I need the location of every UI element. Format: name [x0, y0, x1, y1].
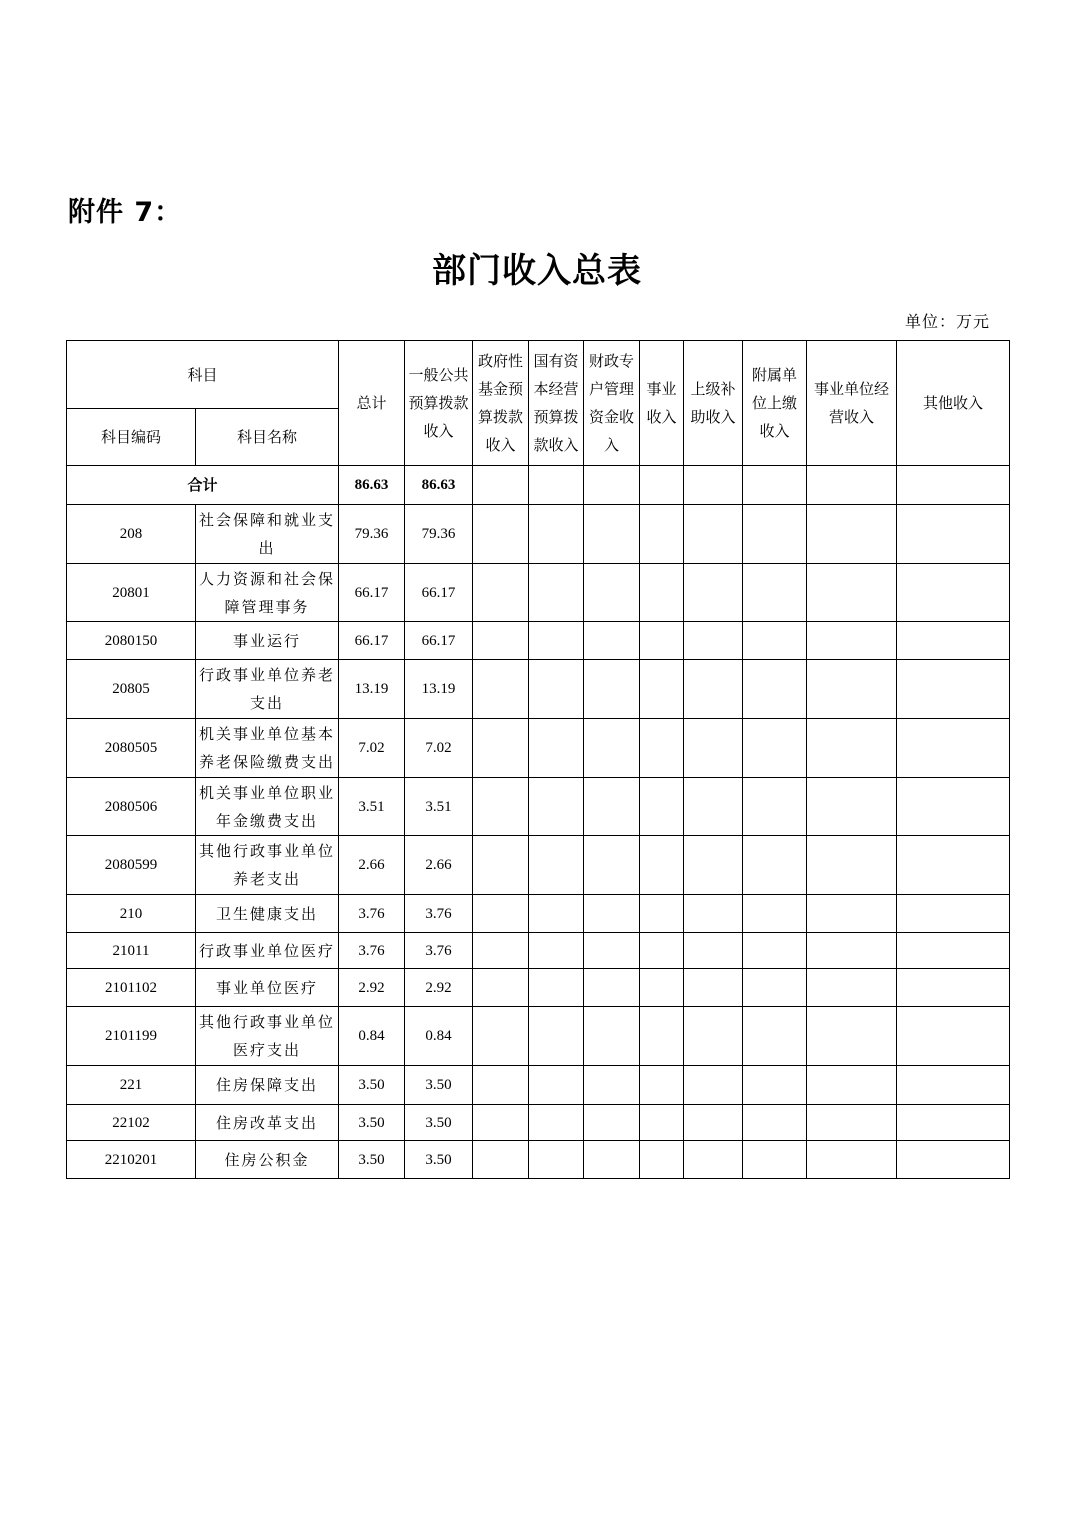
empty-cell	[897, 719, 1010, 778]
empty-cell	[473, 778, 529, 836]
total-value: 66.17	[339, 622, 405, 660]
total-value: 3.76	[339, 933, 405, 969]
empty-cell	[584, 895, 640, 933]
empty-cell	[584, 1141, 640, 1179]
subject-code: 21011	[67, 933, 196, 969]
empty-cell	[897, 1007, 1010, 1066]
empty-cell	[584, 622, 640, 660]
empty-cell	[529, 719, 584, 778]
table-row	[67, 969, 1010, 1007]
subject-name: 住房保障支出	[196, 1066, 339, 1105]
empty-cell	[584, 660, 640, 719]
empty-cell	[584, 1066, 640, 1105]
empty-cell	[640, 660, 684, 719]
table-row	[67, 933, 1010, 969]
empty-cell	[897, 1066, 1010, 1105]
general-budget-value: 0.84	[405, 1007, 473, 1066]
empty-cell	[529, 778, 584, 836]
empty-cell	[897, 660, 1010, 719]
empty-cell	[529, 660, 584, 719]
general-budget-value: 2.92	[405, 969, 473, 1007]
empty-cell	[897, 969, 1010, 1007]
total-value: 66.17	[339, 564, 405, 622]
empty-cell	[640, 1007, 684, 1066]
empty-cell	[640, 719, 684, 778]
empty-cell	[640, 564, 684, 622]
general-budget-value: 66.17	[405, 564, 473, 622]
general-budget-value: 66.17	[405, 622, 473, 660]
empty-cell	[684, 969, 743, 1007]
subject-name: 行政事业单位养老 支出	[196, 660, 339, 719]
header-other: 其他收入	[897, 341, 1010, 466]
empty-cell	[897, 778, 1010, 836]
general-budget-value: 7.02	[405, 719, 473, 778]
empty-cell	[684, 1105, 743, 1141]
empty-cell	[743, 564, 807, 622]
empty-cell	[640, 505, 684, 564]
empty-cell	[684, 1066, 743, 1105]
subject-code: 2080506	[67, 778, 196, 836]
empty-cell	[684, 895, 743, 933]
empty-cell	[640, 778, 684, 836]
empty-cell	[640, 969, 684, 1007]
general-budget-value: 13.19	[405, 660, 473, 719]
table-row	[67, 564, 1010, 622]
empty-cell	[584, 1007, 640, 1066]
empty-cell	[743, 933, 807, 969]
header-fiscal-special: 财政专 户管理 资金收 入	[584, 341, 640, 466]
table-row	[67, 836, 1010, 895]
empty-cell	[640, 933, 684, 969]
empty-cell	[529, 836, 584, 895]
empty-cell	[684, 505, 743, 564]
empty-cell	[743, 1066, 807, 1105]
empty-cell	[473, 564, 529, 622]
subject-code: 2080505	[67, 719, 196, 778]
total-value: 2.66	[339, 836, 405, 895]
empty-cell	[684, 1141, 743, 1179]
empty-cell	[473, 505, 529, 564]
empty-cell	[807, 1105, 897, 1141]
empty-cell	[807, 660, 897, 719]
empty-cell	[807, 622, 897, 660]
empty-cell	[529, 933, 584, 969]
empty-cell	[807, 1066, 897, 1105]
subject-code: 210	[67, 895, 196, 933]
empty-cell	[807, 1141, 897, 1179]
empty-cell	[584, 564, 640, 622]
subject-name: 机关事业单位职业 年金缴费支出	[196, 778, 339, 836]
empty-cell	[743, 969, 807, 1007]
empty-cell	[743, 505, 807, 564]
empty-cell	[473, 719, 529, 778]
empty-cell	[529, 969, 584, 1007]
general-budget-value: 79.36	[405, 505, 473, 564]
general-budget-value: 3.50	[405, 1141, 473, 1179]
empty-cell	[584, 719, 640, 778]
total-value: 3.76	[339, 895, 405, 933]
empty-cell	[897, 622, 1010, 660]
general-budget-value: 3.76	[405, 933, 473, 969]
subject-code: 2101199	[67, 1007, 196, 1066]
subject-name: 卫生健康支出	[196, 895, 339, 933]
subject-code: 22102	[67, 1105, 196, 1141]
empty-cell	[640, 1141, 684, 1179]
empty-cell	[684, 622, 743, 660]
table-row	[67, 719, 1010, 778]
subject-name: 机关事业单位基本 养老保险缴费支出	[196, 719, 339, 778]
header-subject: 科目	[67, 341, 339, 409]
general-budget-value: 3.51	[405, 778, 473, 836]
empty-cell	[807, 778, 897, 836]
table-row	[67, 1105, 1010, 1141]
empty-cell	[684, 719, 743, 778]
header-total: 总计	[339, 341, 405, 466]
empty-cell	[897, 836, 1010, 895]
empty-cell	[473, 1007, 529, 1066]
subject-name: 人力资源和社会保 障管理事务	[196, 564, 339, 622]
total-label: 合计	[67, 466, 339, 505]
empty-cell	[807, 895, 897, 933]
empty-cell	[529, 1066, 584, 1105]
empty-cell	[807, 1007, 897, 1066]
empty-cell	[584, 778, 640, 836]
empty-cell	[473, 1141, 529, 1179]
general-budget-value: 2.66	[405, 836, 473, 895]
empty-cell	[743, 660, 807, 719]
subject-name: 事业单位医疗	[196, 969, 339, 1007]
subject-name: 住房改革支出	[196, 1105, 339, 1141]
empty-cell	[529, 1105, 584, 1141]
empty-cell	[743, 895, 807, 933]
total-row	[67, 466, 1010, 505]
header-gov-fund: 政府性 基金预 算拨款 收入	[473, 341, 529, 466]
empty-cell	[743, 719, 807, 778]
empty-cell	[743, 836, 807, 895]
subject-name: 事业运行	[196, 622, 339, 660]
header-affiliated: 附属单 位上缴 收入	[743, 341, 807, 466]
empty-cell	[529, 622, 584, 660]
empty-cell	[640, 1105, 684, 1141]
subject-name: 其他行政事业单位 医疗支出	[196, 1007, 339, 1066]
empty-cell	[743, 778, 807, 836]
empty-cell	[640, 895, 684, 933]
subject-name: 社会保障和就业支 出	[196, 505, 339, 564]
empty-cell	[684, 778, 743, 836]
header-business: 事业 收入	[640, 341, 684, 466]
table-row	[67, 505, 1010, 564]
subject-code: 2080599	[67, 836, 196, 895]
total-value: 79.36	[339, 505, 405, 564]
empty-cell	[807, 505, 897, 564]
table-row	[67, 622, 1010, 660]
header-state-capital: 国有资 本经营 预算拨 款收入	[529, 341, 584, 466]
table-row	[67, 778, 1010, 836]
total-value: 7.02	[339, 719, 405, 778]
empty-cell	[807, 969, 897, 1007]
header-superior-subsidy: 上级补 助收入	[684, 341, 743, 466]
empty-cell	[807, 933, 897, 969]
page-title: 部门收入总表	[432, 251, 642, 291]
empty-cell	[473, 1105, 529, 1141]
empty-cell	[743, 622, 807, 660]
empty-cell	[807, 719, 897, 778]
income-summary-table	[66, 340, 1010, 1179]
empty-cell	[529, 564, 584, 622]
empty-cell	[743, 1141, 807, 1179]
empty-cell	[897, 564, 1010, 622]
header-general-budget: 一般公共 预算拨款 收入	[405, 341, 473, 466]
empty-cell	[584, 505, 640, 564]
total-value: 3.50	[339, 1141, 405, 1179]
subject-code: 221	[67, 1066, 196, 1105]
total-value: 2.92	[339, 969, 405, 1007]
subject-code: 2210201	[67, 1141, 196, 1179]
empty-cell	[640, 1066, 684, 1105]
empty-cell	[529, 1007, 584, 1066]
empty-cell	[473, 660, 529, 719]
table-row	[67, 1007, 1010, 1066]
subject-code: 20805	[67, 660, 196, 719]
empty-cell	[473, 1066, 529, 1105]
empty-cell	[743, 1105, 807, 1141]
empty-cell	[684, 660, 743, 719]
subject-name: 住房公积金	[196, 1141, 339, 1179]
empty-cell	[897, 505, 1010, 564]
header-name: 科目名称	[196, 409, 339, 466]
empty-cell	[897, 1105, 1010, 1141]
subject-name: 其他行政事业单位 养老支出	[196, 836, 339, 895]
empty-cell	[684, 933, 743, 969]
subject-code: 208	[67, 505, 196, 564]
subject-code: 2080150	[67, 622, 196, 660]
total-total: 86.63	[339, 466, 405, 505]
general-budget-value: 3.76	[405, 895, 473, 933]
empty-cell	[684, 1007, 743, 1066]
empty-cell	[473, 622, 529, 660]
total-value: 3.50	[339, 1066, 405, 1105]
header-operating: 事业单位经 营收入	[807, 341, 897, 466]
empty-cell	[473, 933, 529, 969]
empty-cell	[529, 505, 584, 564]
empty-cell	[584, 933, 640, 969]
empty-cell	[640, 622, 684, 660]
empty-cell	[807, 836, 897, 895]
total-value: 13.19	[339, 660, 405, 719]
empty-cell	[640, 836, 684, 895]
empty-cell	[743, 1007, 807, 1066]
empty-cell	[473, 969, 529, 1007]
empty-cell	[529, 1141, 584, 1179]
general-budget-value: 3.50	[405, 1105, 473, 1141]
table-row	[67, 1066, 1010, 1105]
empty-cell	[584, 836, 640, 895]
table-row	[67, 660, 1010, 719]
table-row	[67, 1141, 1010, 1179]
empty-cell	[473, 895, 529, 933]
empty-cell	[897, 1141, 1010, 1179]
empty-cell	[897, 933, 1010, 969]
general-budget-value: 3.50	[405, 1066, 473, 1105]
empty-cell	[584, 969, 640, 1007]
total-general: 86.63	[405, 466, 473, 505]
table-row	[67, 895, 1010, 933]
attachment-label: 附件 7：	[68, 197, 183, 228]
total-value: 3.50	[339, 1105, 405, 1141]
empty-cell	[684, 836, 743, 895]
empty-cell	[473, 836, 529, 895]
empty-cell	[897, 895, 1010, 933]
subject-name: 行政事业单位医疗	[196, 933, 339, 969]
empty-cell	[807, 564, 897, 622]
unit-label: 单位：万元	[905, 312, 991, 331]
total-value: 3.51	[339, 778, 405, 836]
empty-cell	[584, 1105, 640, 1141]
empty-cell	[529, 895, 584, 933]
subject-code: 20801	[67, 564, 196, 622]
total-value: 0.84	[339, 1007, 405, 1066]
header-code: 科目编码	[67, 409, 196, 466]
empty-cell	[684, 564, 743, 622]
subject-code: 2101102	[67, 969, 196, 1007]
